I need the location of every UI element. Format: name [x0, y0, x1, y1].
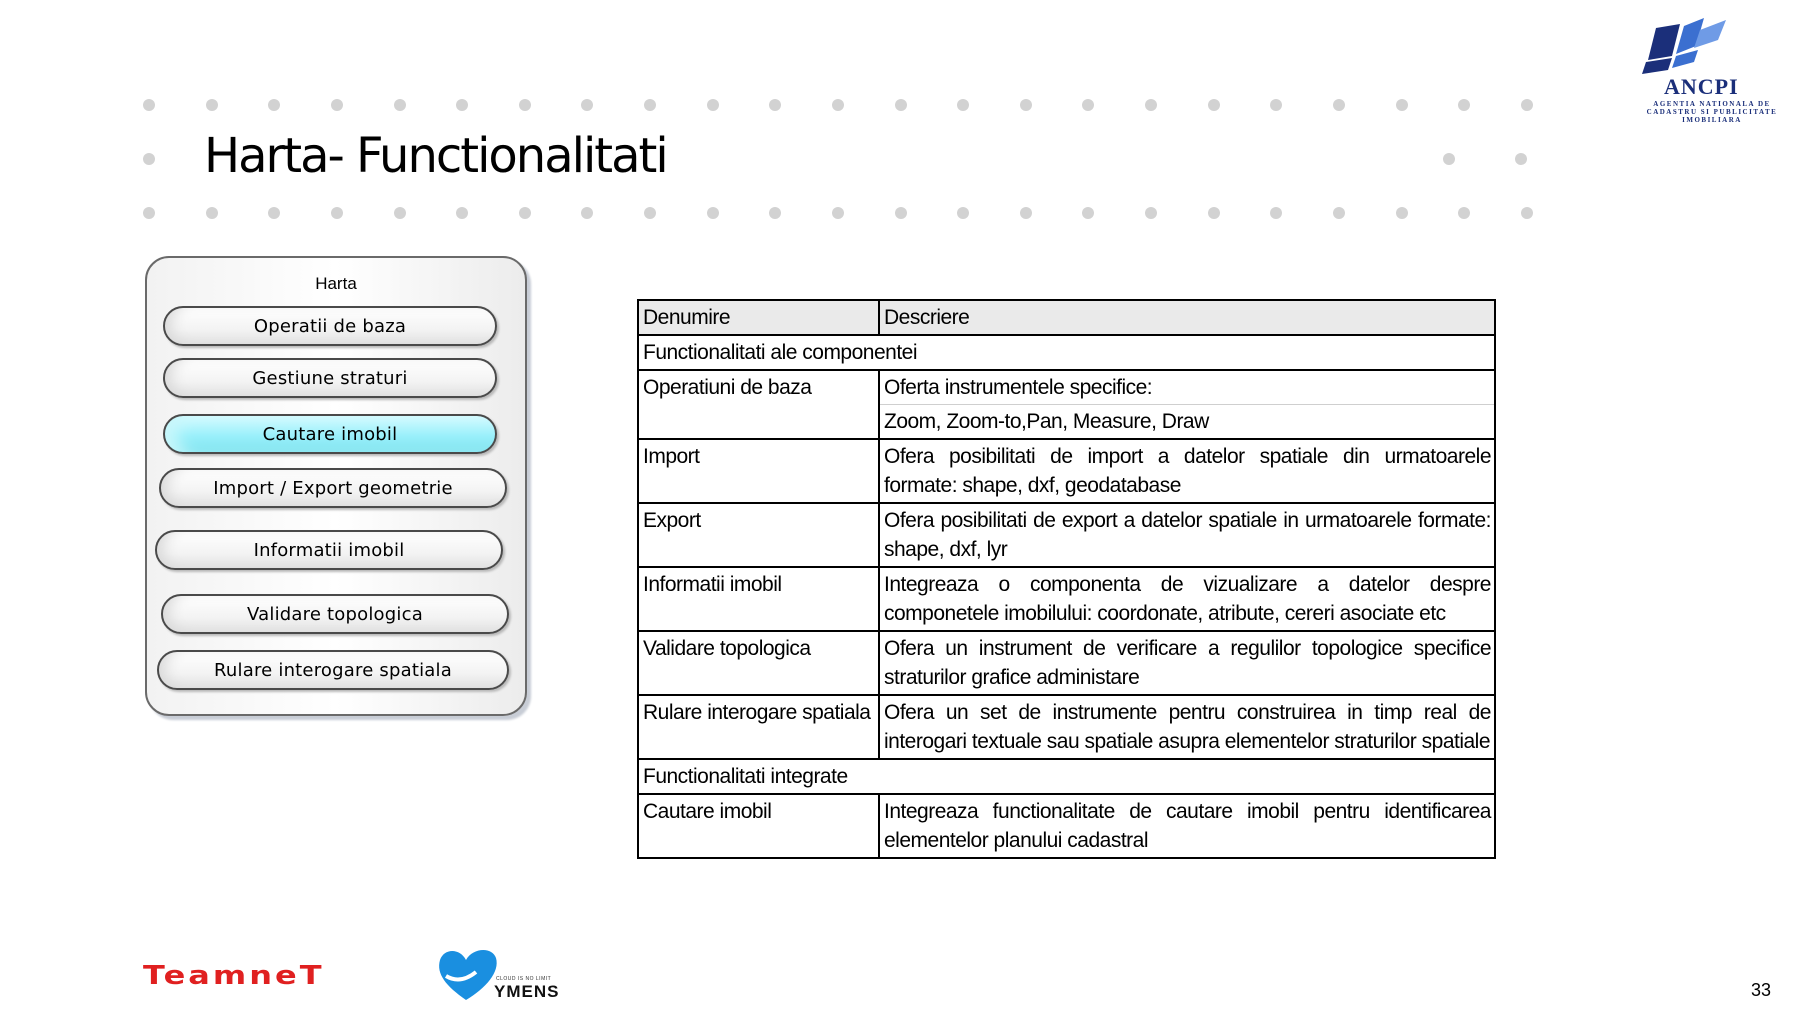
ancpi-logo: [1638, 16, 1786, 128]
cautare-imobil-button[interactable]: Cautare imobil: [163, 414, 497, 454]
row-name: Export: [638, 503, 879, 567]
functionalitati-table: [637, 299, 1496, 859]
section-componente: Functionalitati ale componentei: [638, 335, 1495, 370]
ymens-tagline: CLOUD IS NO LIMIT: [496, 976, 552, 982]
ancpi-name: ANCPI: [1664, 74, 1739, 99]
row-desc: Ofera posibilitati de export a datelor spatiale in urmatoarele formate: shape, dxf, lyr: [879, 503, 1495, 567]
dot-right-2: [1515, 153, 1527, 165]
rulare-interogare-spatiala-button[interactable]: Rulare interogare spatiala: [157, 650, 509, 690]
row-name: Cautare imobil: [638, 794, 879, 858]
row-desc: Integreaza o componenta de vizualizare a datelor despre componetele imobilului: coordonate, atribute, cereri asociate etc: [879, 567, 1495, 631]
row-desc: Zoom, Zoom-to,Pan, Measure, Draw: [879, 405, 1495, 440]
table-row: [638, 370, 1495, 405]
panel-title: Harta: [315, 274, 357, 293]
section-row: [638, 759, 1495, 794]
operatii-de-baza-button[interactable]: Operatii de baza: [163, 306, 497, 346]
ymens-logo: [436, 946, 586, 1006]
import-export-geometrie-button[interactable]: Import / Export geometrie: [159, 468, 507, 508]
header-denumire: Denumire: [638, 300, 879, 335]
dot-right-1: [1443, 153, 1455, 165]
dot-left: [143, 153, 155, 165]
ymens-heart-icon: [436, 946, 500, 1004]
row-desc: Ofera posibilitati de import a datelor spatiale din urmatoarele formate: shape, dxf, geodatabase: [879, 439, 1495, 503]
row-desc: Integreaza functionalitate de cautare imobil pentru identificarea elementelor planului cadastral: [879, 794, 1495, 858]
validare-topologica-button[interactable]: Validare topologica: [161, 594, 509, 634]
ancpi-emblem-icon: [1638, 16, 1786, 76]
row-name: Rulare interogare spatiala: [638, 695, 879, 759]
teamnet-logo: TeamneT: [143, 960, 325, 991]
row-desc: Ofera un set de instrumente pentru construirea in timp real de interogari textuale sau spatiale asupra elementelor straturilor spatiale: [879, 695, 1495, 759]
ancpi-subtitle: AGENTIA NATIONALA DE CADASTRU SI PUBLICITATE IMOBILIARA: [1646, 100, 1778, 124]
row-name: Validare topologica: [638, 631, 879, 695]
row-name: Operatiuni de baza: [638, 370, 879, 439]
slide-title: Harta- Functionalitati: [204, 128, 667, 184]
table-header-row: [638, 300, 1495, 335]
row-name: Informatii imobil: [638, 567, 879, 631]
section-integrate: Functionalitati integrate: [638, 759, 1495, 794]
table-row: [638, 695, 1495, 759]
harta-panel: [145, 256, 527, 716]
page-number: 33: [1751, 980, 1772, 1000]
header-descriere: Descriere: [879, 300, 1495, 335]
gestiune-straturi-button[interactable]: Gestiune straturi: [163, 358, 497, 398]
row-desc: Oferta instrumentele specifice:: [879, 370, 1495, 405]
table-row: [638, 567, 1495, 631]
table-row: [638, 631, 1495, 695]
table-row: [638, 503, 1495, 567]
row-desc: Ofera un instrument de verificare a regulilor topologice specifice straturilor grafice administare: [879, 631, 1495, 695]
ymens-name: YMENS: [494, 982, 560, 1001]
table-row: [638, 439, 1495, 503]
dots-row-bottom: [143, 207, 1533, 219]
dots-row-top: [143, 99, 1533, 111]
row-name: Import: [638, 439, 879, 503]
table-row: [638, 794, 1495, 858]
informatii-imobil-button[interactable]: Informatii imobil: [155, 530, 503, 570]
section-row: [638, 335, 1495, 370]
